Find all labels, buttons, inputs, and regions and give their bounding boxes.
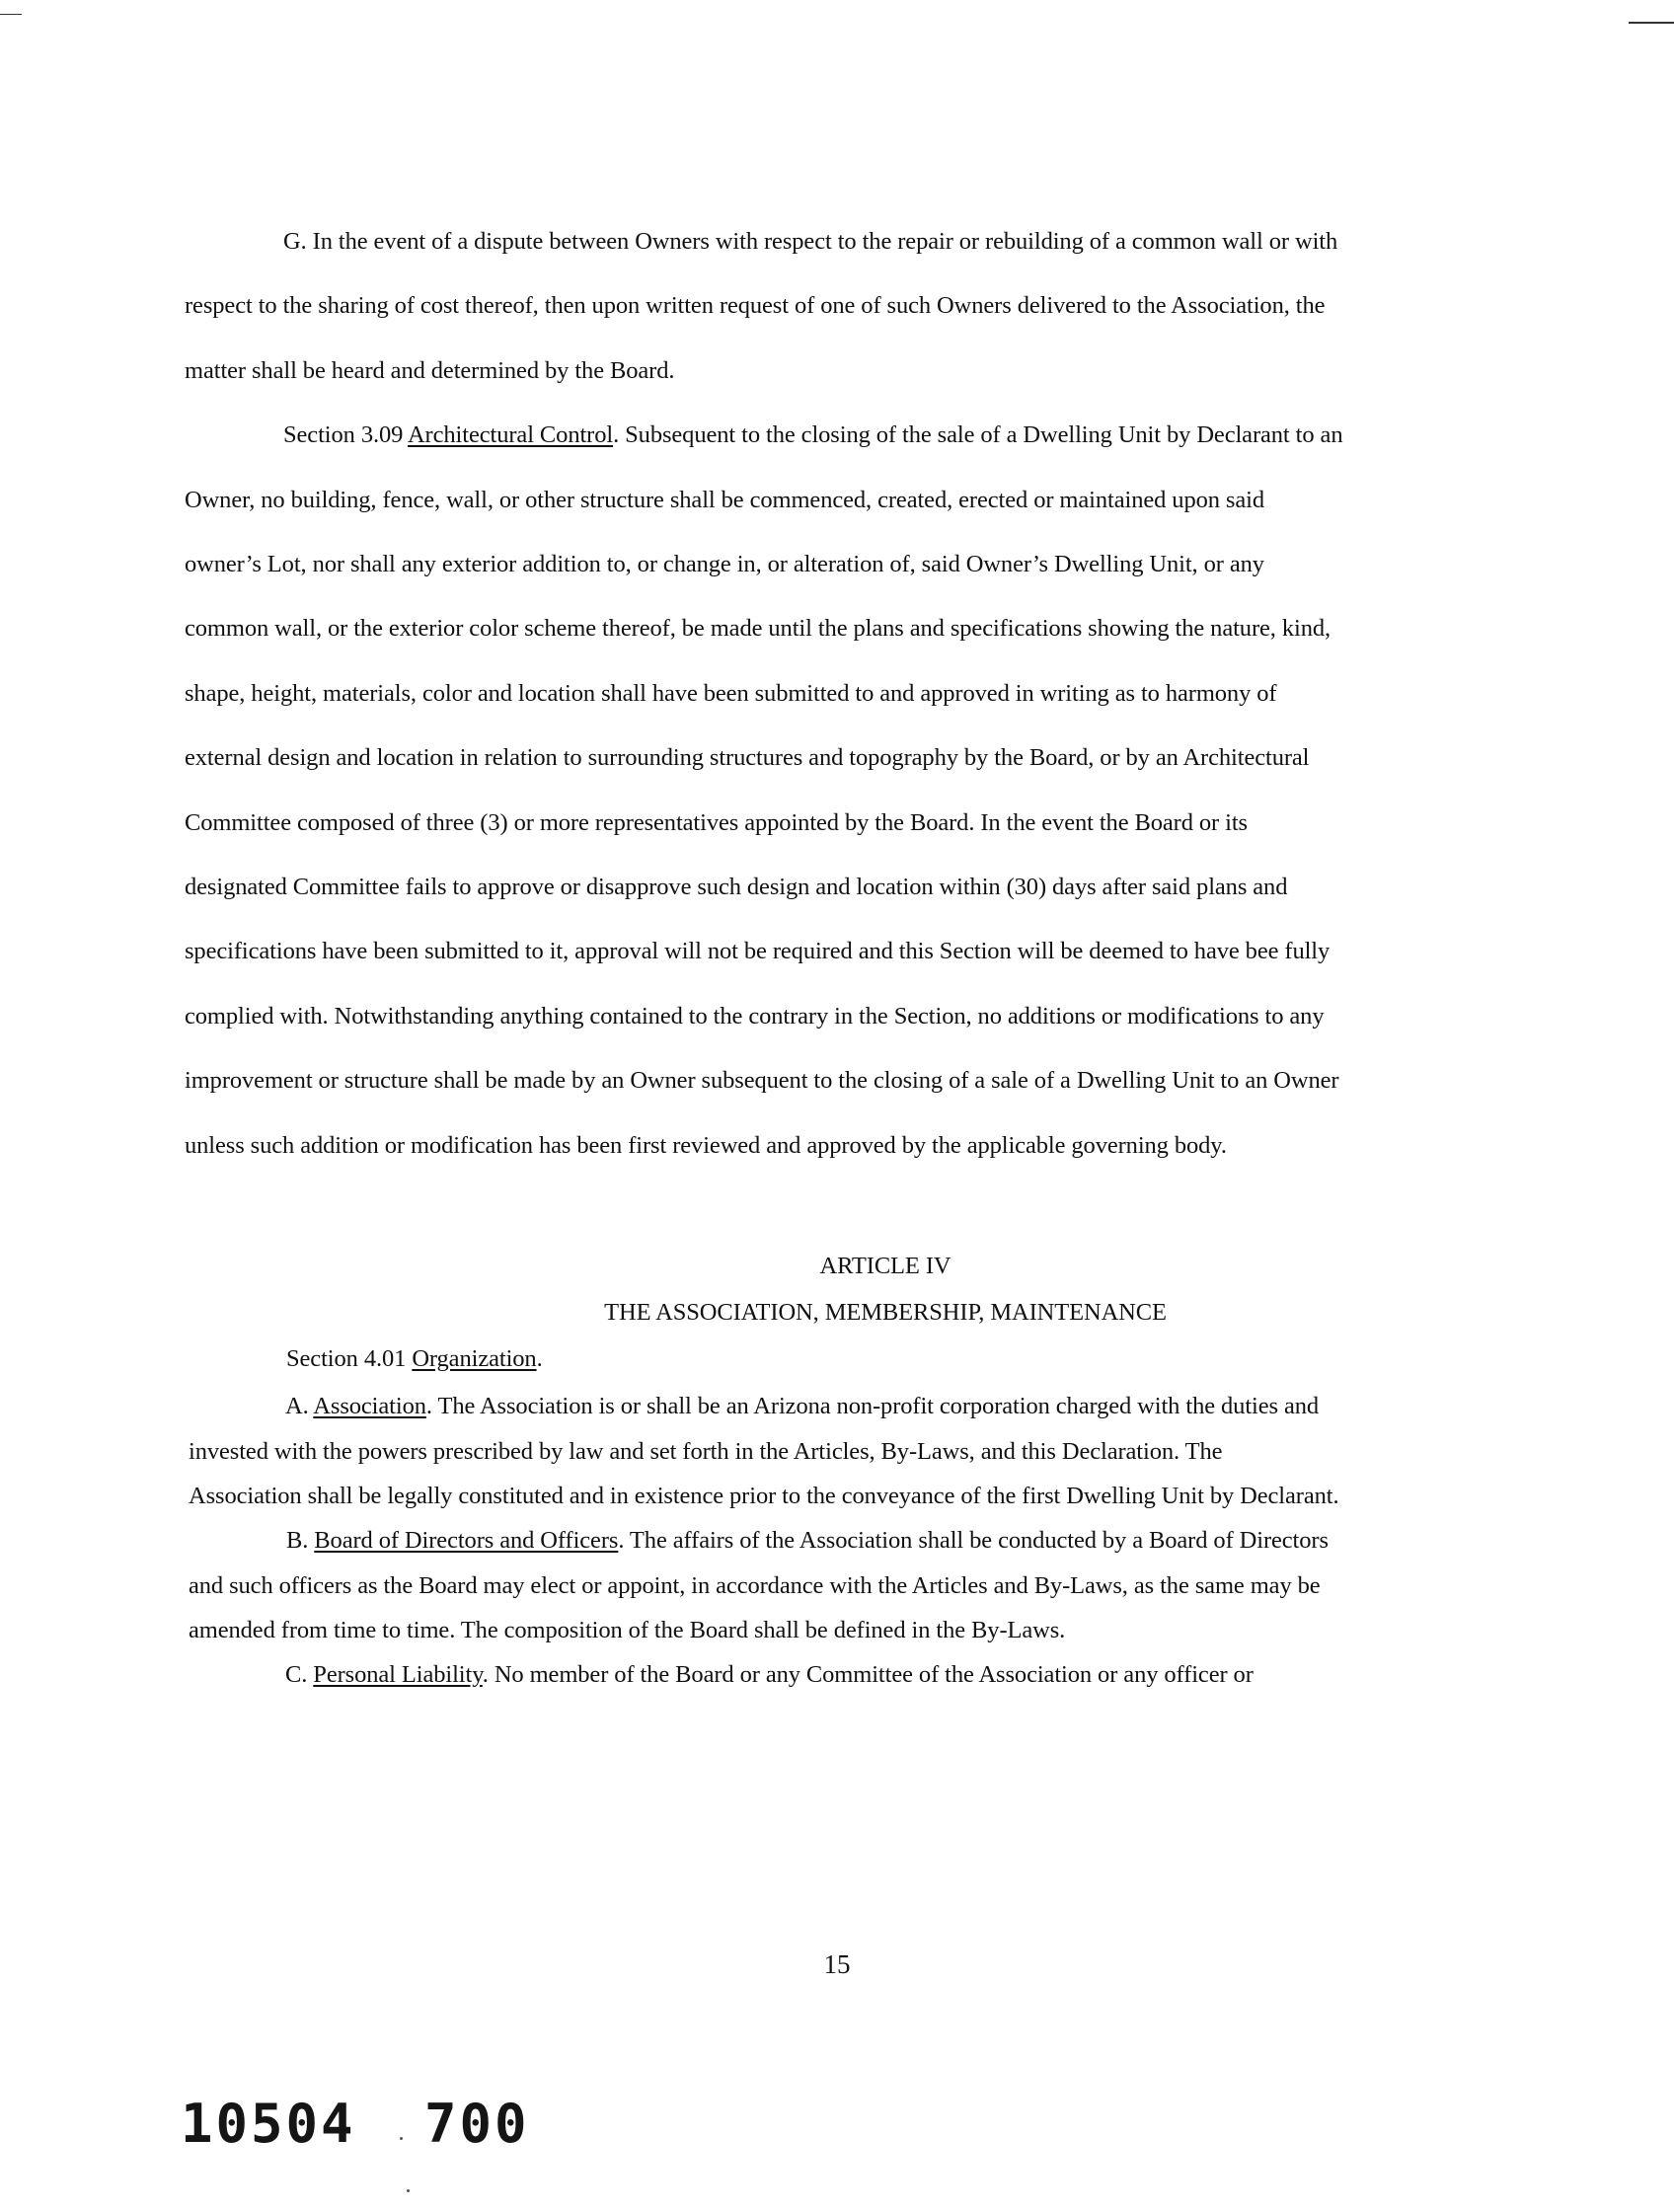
paragraph-g-line-3: matter shall be heard and determined by the Board. — [185, 356, 675, 384]
section-3-09-line-10: complied with. Notwithstanding anything contained to the contrary in the Section, no additions or modifications to any — [185, 1002, 1325, 1030]
paragraph-g-line-1: G. In the event of a dispute between Owners with respect to the repair or rebuilding of a common wall or with — [283, 228, 1338, 255]
spacer — [185, 1178, 1478, 1242]
para-b-prefix: B. — [286, 1527, 315, 1555]
section-3-09-line-7: Committee composed of three (3) or more representatives appointed by the Board. In the event the Board or its — [185, 808, 1248, 836]
section-4-01 — [286, 1335, 1478, 1384]
paragraph-g-line-2: respect to the sharing of cost thereof, then upon written request of one of such Owners delivered to the Association, the — [185, 292, 1326, 320]
article-subheading: THE ASSOCIATION, MEMBERSHIP, MAINTENANCE — [604, 1299, 1167, 1327]
para-b-title: Board of Directors and Officers — [314, 1527, 619, 1555]
para-a-prefix: A. — [285, 1393, 314, 1420]
section-3-09-line-3: owner’s Lot, nor shall any exterior addition to, or change in, or alteration of, said Owner’s Dwelling Unit, or any — [185, 551, 1264, 578]
scan-mark-top-right — [1629, 22, 1674, 24]
para-a-line-1 — [285, 1384, 1478, 1429]
scan-speck — [407, 2189, 410, 2192]
section-3-09-line-2: Owner, no building, fence, wall, or other structure shall be commenced, created, erected or maintained upon said — [185, 486, 1264, 513]
para-b-line-1-rest: . The affairs of the Association shall be conducted by a Board of Directors — [618, 1527, 1329, 1555]
section-4-01-prefix: Section 4.01 — [286, 1345, 413, 1373]
scan-speck — [400, 2137, 403, 2140]
para-a-line-2: invested with the powers prescribed by law and set forth in the Articles, By-Laws, and this Declaration. The — [189, 1438, 1223, 1466]
document-body — [185, 209, 1478, 1698]
scan-mark-top-left — [0, 14, 22, 15]
para-c-line-1 — [285, 1652, 1478, 1698]
page-number: 15 — [823, 1949, 851, 1979]
section-3-09-line-5: shape, height, materials, color and location shall have been submitted to and approved in writing as to harmony of — [185, 679, 1277, 707]
para-c-prefix: C. — [285, 1661, 314, 1689]
section-3-09-line-8: designated Committee fails to approve or disapprove such design and location within (30) days after said plans and — [185, 874, 1288, 901]
article-heading: ARTICLE IV — [819, 1253, 951, 1280]
section-3-09-line-4: common wall, or the exterior color scheme thereof, be made until the plans and specifications showing the nature, kind, — [185, 615, 1332, 643]
section-4-01-title: Organization — [412, 1345, 537, 1373]
para-a-line-1-rest: . The Association is or shall be an Arizona non-profit corporation charged with the duties and — [425, 1393, 1320, 1420]
para-b-line-2: and such officers as the Board may elect or appoint, in accordance with the Articles and By-Laws, as the same may be — [189, 1572, 1321, 1600]
section-3-09-line-12: unless such addition or modification has been first reviewed and approved by the applicable governing body. — [185, 1131, 1227, 1159]
para-b-line-1 — [286, 1518, 1478, 1564]
section-3-09-title: Architectural Control — [407, 421, 614, 449]
para-a-title: Association — [313, 1393, 426, 1420]
section-3-09-prefix: Section 3.09 — [283, 421, 408, 449]
para-c-line-1-rest: . No member of the Board or any Committee of the Association or any officer or — [482, 1661, 1254, 1689]
section-3-09-line-11: improvement or structure shall be made by an Owner subsequent to the closing of a sale of a Dwelling Unit to an Owner — [185, 1067, 1339, 1095]
section-3-09-line-1-rest: . Subsequent to the closing of the sale of a Dwelling Unit by Declarant to an — [613, 421, 1343, 449]
section-3-09-line-1 — [283, 403, 1478, 467]
para-b-line-3: amended from time to time. The composition of the Board shall be defined in the By-Laws. — [189, 1617, 1066, 1644]
para-c-title: Personal Liability — [313, 1661, 483, 1689]
recording-stamp-book: 10504 — [181, 2093, 356, 2155]
recording-stamp-page: 700 — [424, 2093, 530, 2155]
section-3-09-line-9: specifications have been submitted to it, approval will not be required and this Section will be deemed to have bee fully — [185, 938, 1331, 965]
section-4-01-suffix: . — [536, 1345, 543, 1373]
section-3-09-line-6: external design and location in relation to surrounding structures and topography by the Board, or by an Architectural — [185, 744, 1310, 772]
para-a-line-3: Association shall be legally constituted and in existence prior to the conveyance of the first Dwelling Unit by Declarant. — [189, 1483, 1339, 1510]
